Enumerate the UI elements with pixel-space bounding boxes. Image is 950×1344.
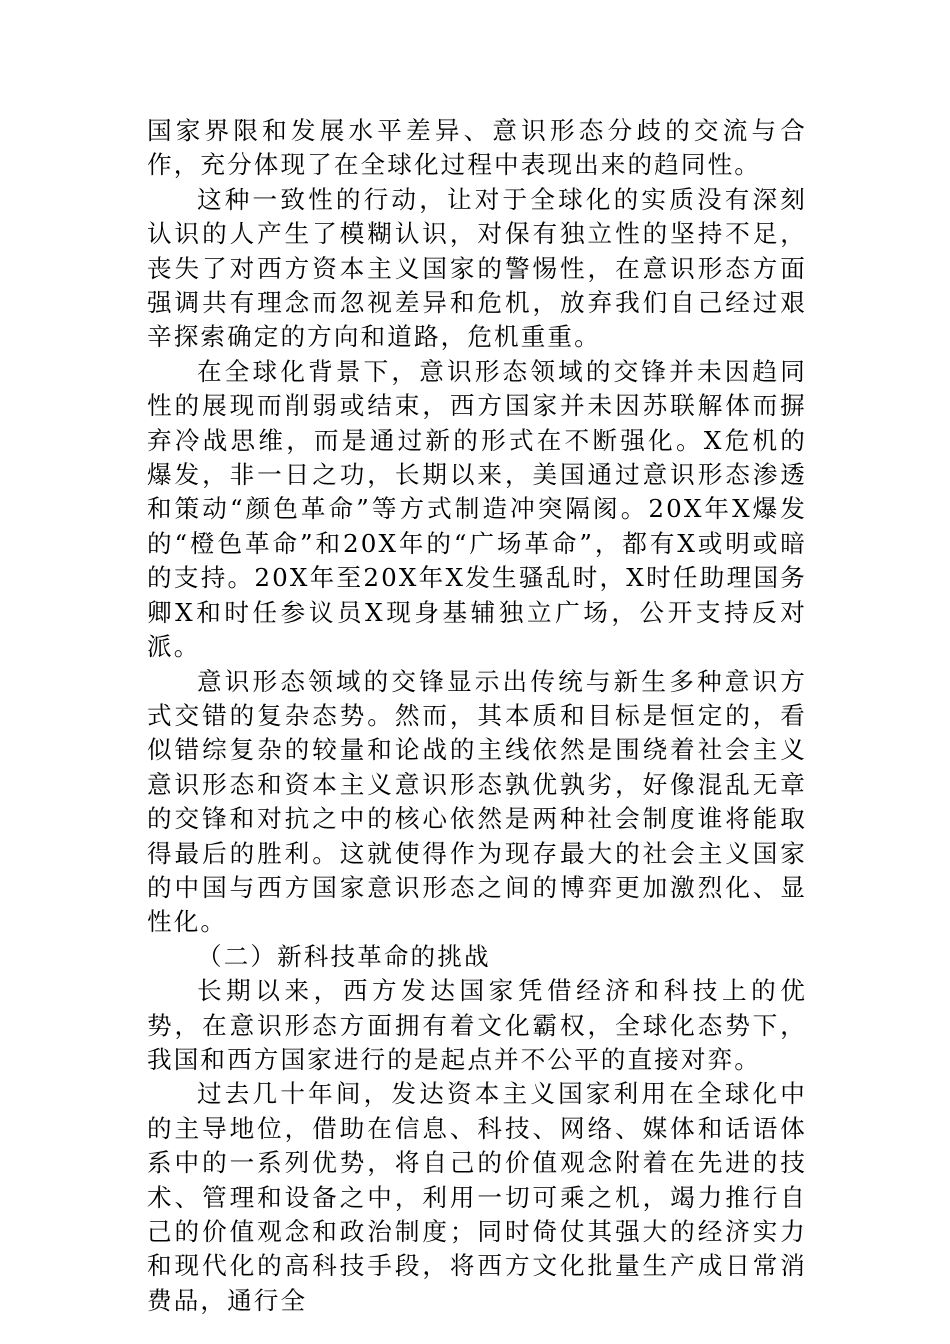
- document-body: [147, 114, 807, 1318]
- paragraph: 意识形态领域的交锋显示出传统与新生多种意识方式交错的复杂态势。然而，其本质和目标是恒定的，看似错综复杂的较量和论战的主线依然是围绕着社会主义意识形态和资本主义意识形态孰优孰劣，好像混乱无章的交锋和对抗之中的核心依然是两种社会制度谁将能取得最后的胜利。这就使得作为现存最大的社会主义国家的中国与西方国家意识形态之间的博弈更加激烈化、显性化。: [147, 666, 807, 937]
- paragraph: 在全球化背景下，意识形态领域的交锋并未因趋同性的展现而削弱或结束，西方国家并未因苏联解体而摒弃冷战思维，而是通过新的形式在不断强化。X危机的爆发，非一日之功，长期以来，美国通过意识形态渗透和策动“颜色革命”等方式制造冲突隔阂。20X年X爆发的“橙色革命”和20X年的“广场革命”，都有X或明或暗的支持。20X年至20X年X发生骚乱时，X时任助理国务卿X和时任参议员X现身基辅独立广场，公开支持反对派。: [147, 356, 807, 662]
- paragraph: 过去几十年间，发达资本主义国家利用在全球化中的主导地位，借助在信息、科技、网络、媒体和话语体系中的一系列优势，将自己的价值观念附着在先进的技术、管理和设备之中，利用一切可乘之机，竭力推行自己的价值观念和政治制度；同时倚仗其强大的经济实力和现代化的高科技手段，将西方文化批量生产成日常消费品，通行全: [147, 1079, 807, 1315]
- paragraph: 这种一致性的行动，让对于全球化的实质没有深刻认识的人产生了模糊认识，对保有独立性的坚持不足，丧失了对西方资本主义国家的警惕性，在意识形态方面强调共有理念而忽视差异和危机，放弃我们自己经过艰辛探索确定的方向和道路，危机重重。: [147, 184, 807, 352]
- section-heading: （二）新科技革命的挑战: [197, 941, 491, 971]
- paragraph-continuation: 国家界限和发展水平差异、意识形态分歧的交流与合作，充分体现了在全球化过程中表现出来的趋同性。: [147, 116, 807, 180]
- paragraph: 长期以来，西方发达国家凭借经济和科技上的优势，在意识形态方面拥有着文化霸权，全球化态势下，我国和西方国家进行的是起点并不公平的直接对弈。: [147, 976, 807, 1074]
